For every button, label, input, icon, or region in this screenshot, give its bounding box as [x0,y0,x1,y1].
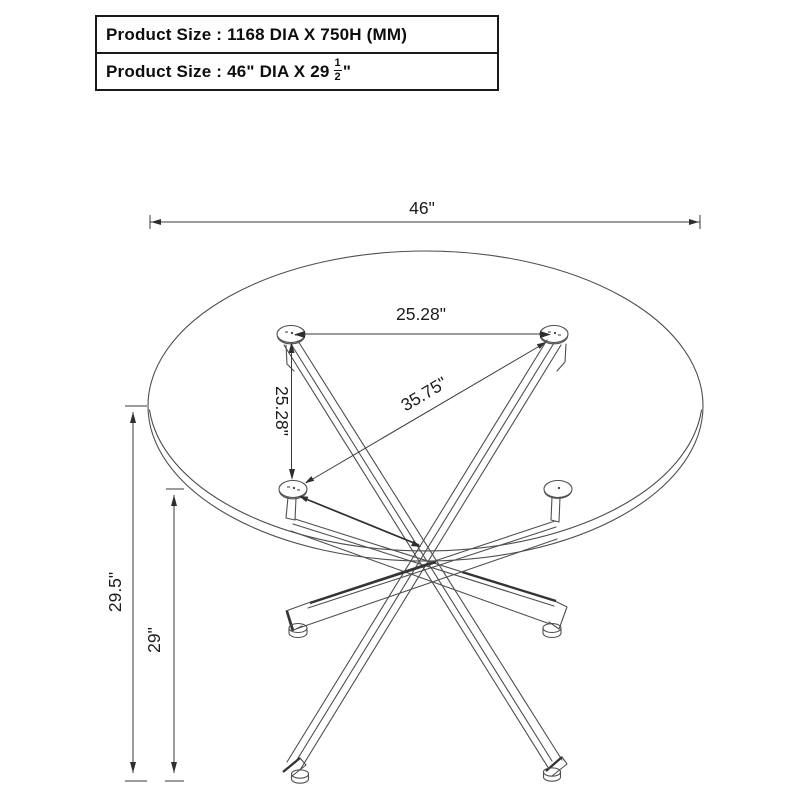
table-top [148,251,703,561]
dim-label-2528-v: 25.28" [272,385,292,437]
dimension-height-overall [105,406,147,781]
product-size-inch [97,54,497,89]
dim-label-3575: 35.75" [397,372,451,416]
leg-front-left-to-back-right [284,341,567,776]
fraction-one-half: $\frac{1}{2}$ [334,57,341,83]
dim-label-2528-h: 25.28" [395,304,447,324]
dimension-height-underside [144,489,184,781]
foot-back-left [292,770,309,783]
pad-bottom-left [279,481,307,499]
table-top-ellipse [148,251,703,561]
product-size-inch-suffix: " [342,61,352,81]
product-size-mm-label: Product Size : 1168 DIA X 750H (MM) [106,24,408,44]
dimension-pad-spacing-horizontal [294,304,551,338]
dim-label-29: 29" [144,627,164,653]
dimension-diameter-top [150,198,700,229]
table-top-thickness-edge [150,410,702,551]
product-size-inch-prefix: Product Size : 46" DIA X 29 [106,61,330,81]
product-size-box [95,15,499,91]
bar-leg-right-to-left [286,497,560,631]
pad-bottom-right [544,481,572,499]
dimension-pad-spacing-vertical [272,342,295,480]
dim-label-46: 46" [409,198,435,218]
product-size-mm [97,17,497,54]
mounting-pads [277,326,572,499]
dim-label-295: 29.5" [105,571,125,613]
dimension-pad-spacing-diagonal [305,342,546,483]
foot-mid-right [543,624,561,638]
